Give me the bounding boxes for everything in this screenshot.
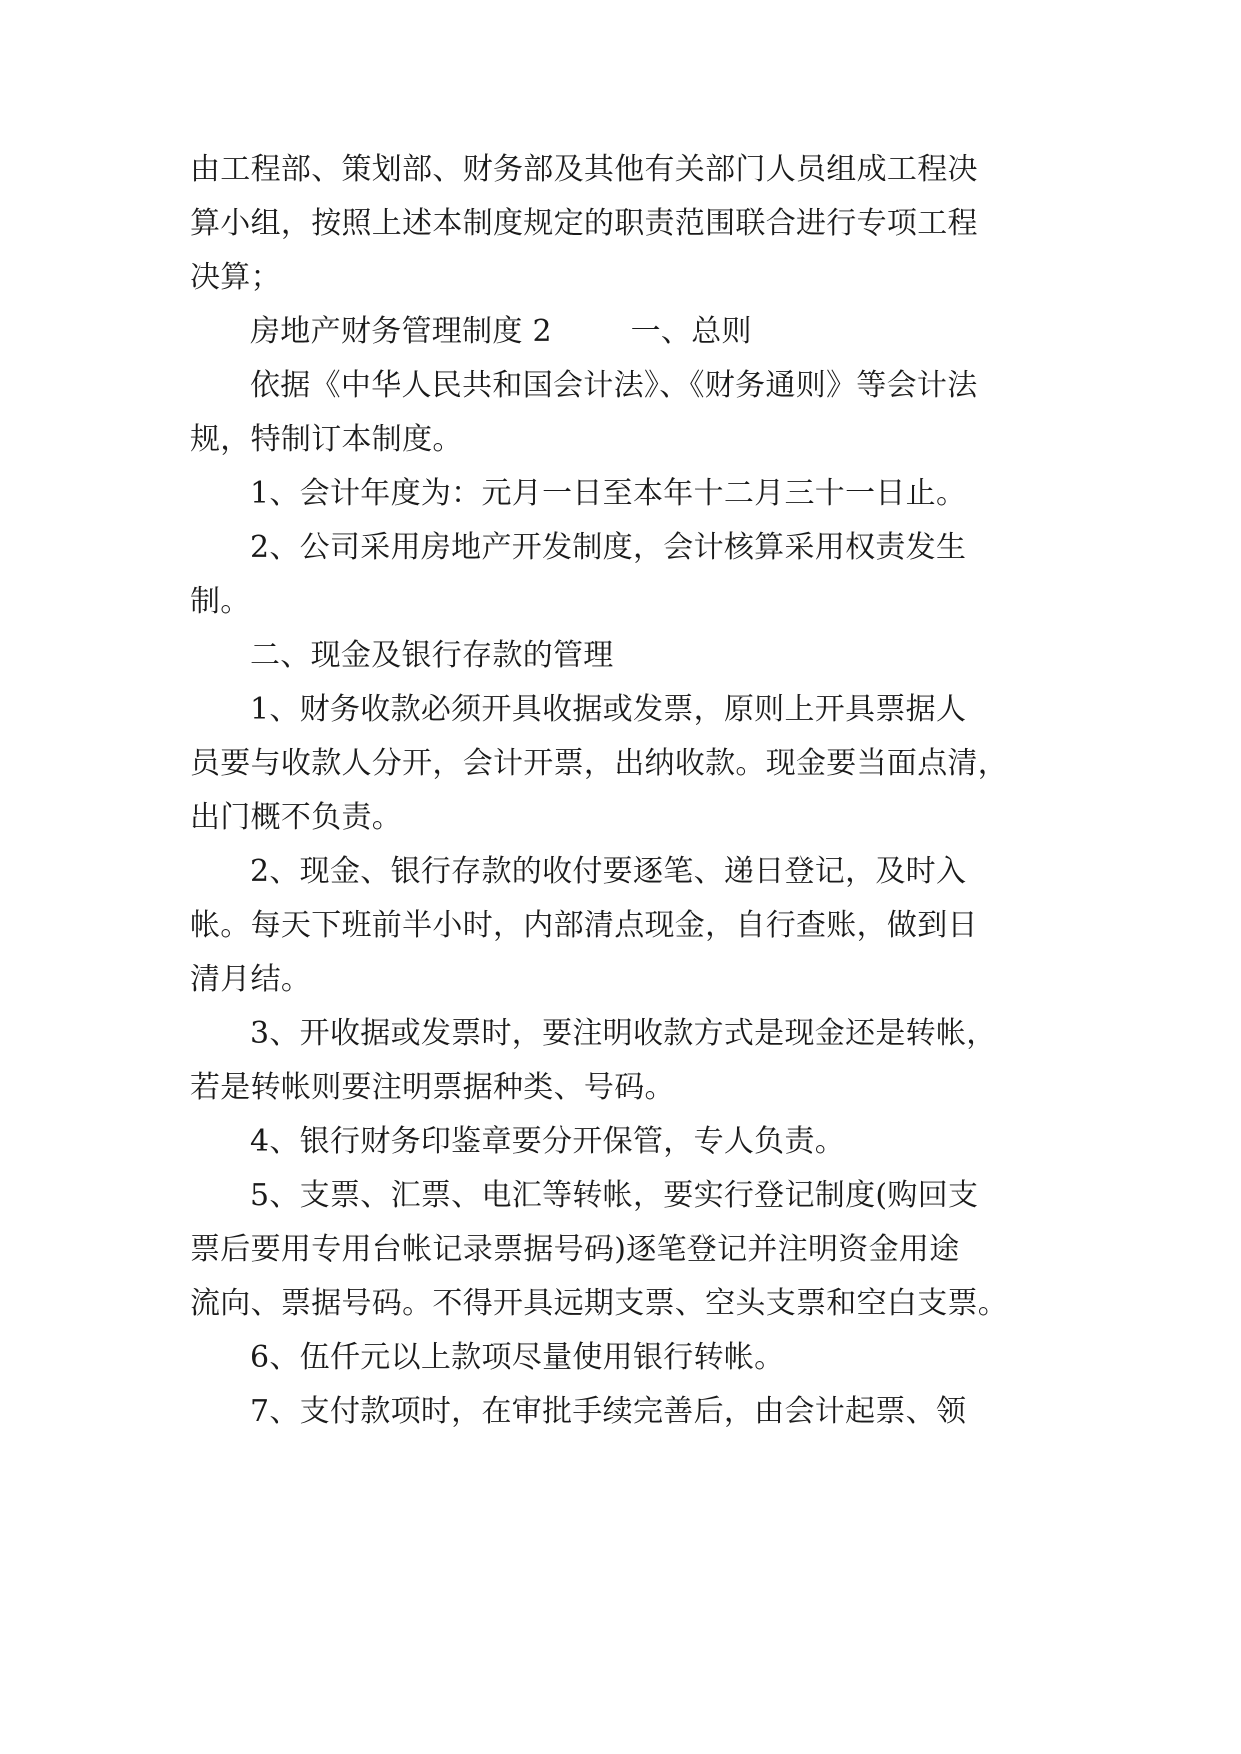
- text-line: 1、会计年度为：元月一日至本年十二月三十一日止。: [250, 476, 967, 511]
- text-line: 若是转帐则要注明票据种类、号码。: [190, 1070, 675, 1105]
- text-line: 票后要用专用台帐记录票据号码)逐笔登记并注明资金用途: [190, 1232, 960, 1267]
- text-line: 出门概不负责。: [190, 800, 403, 835]
- text-line: 决算；: [190, 260, 281, 295]
- text-line: 员要与收款人分开，会计开票，出纳收款。现金要当面点清，: [190, 746, 1009, 781]
- text-line: 算小组，按照上述本制度规定的职责范围联合进行专项工程: [190, 206, 978, 241]
- section-heading: 二、现金及银行存款的管理: [250, 638, 614, 673]
- text-line: 规，特制订本制度。: [190, 422, 463, 457]
- text-line: 由工程部、策划部、财务部及其他有关部门人员组成工程决: [190, 152, 978, 187]
- text-line: 2、公司采用房地产开发制度，会计核算采用权责发生: [250, 530, 967, 565]
- text-line: 1、财务收款必须开具收据或发票，原则上开具票据人: [250, 692, 967, 727]
- text-line: 2、现金、银行存款的收付要逐笔、递日登记，及时入: [250, 854, 967, 889]
- text-line: 4、银行财务印鉴章要分开保管，专人负责。: [250, 1124, 846, 1159]
- text-line: 流向、票据号码。不得开具远期支票、空头支票和空白支票。: [190, 1286, 1009, 1321]
- text-line: 制。: [190, 584, 251, 619]
- text-line: 3、开收据或发票时，要注明收款方式是现金还是转帐，: [250, 1016, 997, 1051]
- text-line: 7、支付款项时，在审批手续完善后，由会计起票、领: [250, 1394, 967, 1429]
- text-line: 清月结。: [190, 962, 312, 997]
- text-line: 依据《中华人民共和国会计法》、《财务通则》等会计法: [250, 368, 978, 403]
- section-heading: 房地产财务管理制度 2 一、总则: [250, 314, 752, 349]
- text-line: 6、伍仟元以上款项尽量使用银行转帐。: [250, 1340, 785, 1375]
- text-line: 5、支票、汇票、电汇等转帐，要实行登记制度(购回支: [250, 1178, 979, 1213]
- text-line: 帐。每天下班前半小时，内部清点现金，自行查账，做到日: [190, 908, 978, 943]
